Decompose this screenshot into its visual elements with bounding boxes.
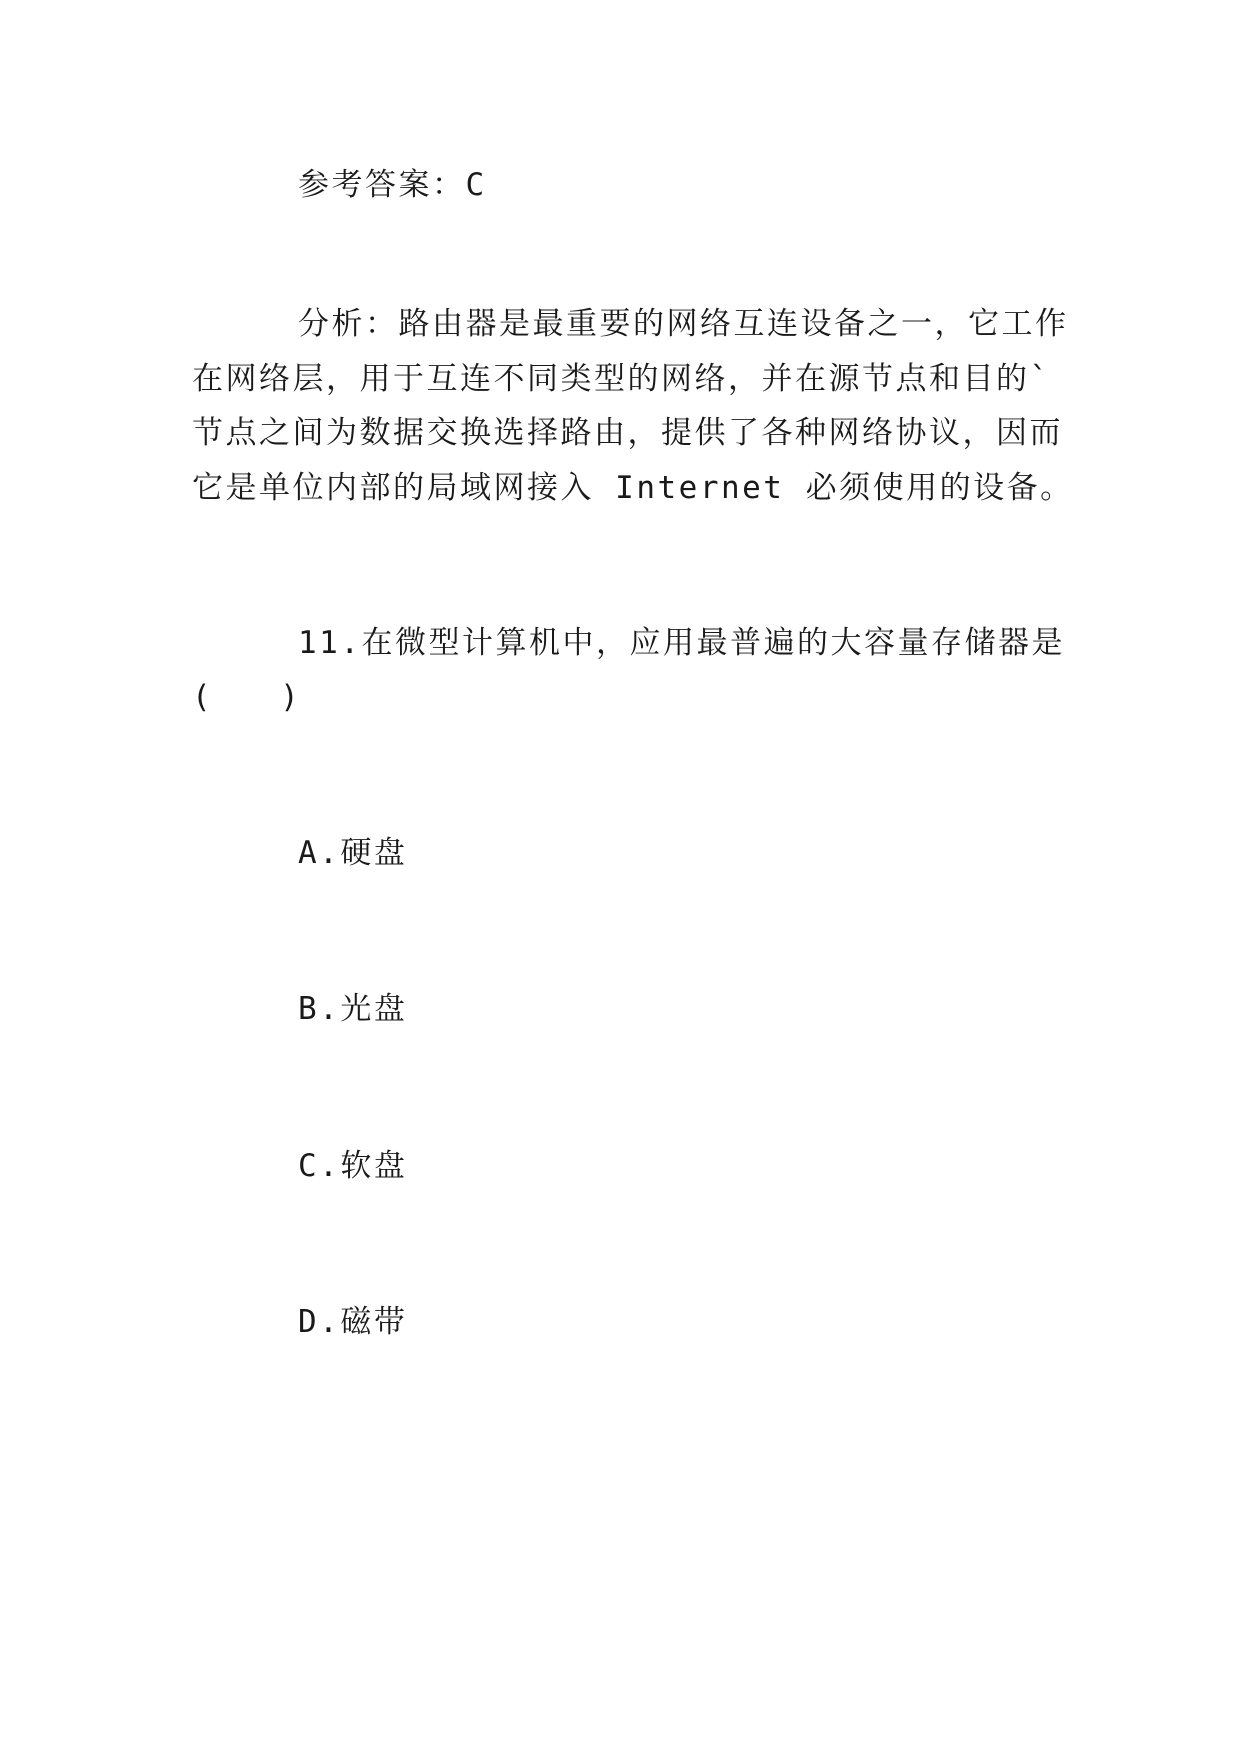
option-a: A.硬盘 (298, 835, 408, 871)
option-d: D.磁带 (298, 1304, 408, 1340)
analysis-line: 在网络层，用于互连不同类型的网络，并在源节点和目的` (192, 361, 1051, 397)
analysis-line: 分析：路由器是最重要的网络互连设备之一，它工作 (298, 306, 1069, 342)
analysis-line: 节点之间为数据交换选择路由，提供了各种网络协议，因而 (192, 415, 1063, 451)
question-answer-blank: ( ) (192, 679, 302, 715)
question-text-line: 11.在微型计算机中，应用最普遍的大容量存储器是 (298, 625, 1065, 661)
analysis-line: 它是单位内部的局域网接入 Internet 必须使用的设备。 (192, 470, 1074, 506)
option-c: C.软盘 (298, 1148, 408, 1184)
reference-answer: 参考答案：C (298, 167, 487, 203)
option-b: B.光盘 (298, 991, 408, 1027)
